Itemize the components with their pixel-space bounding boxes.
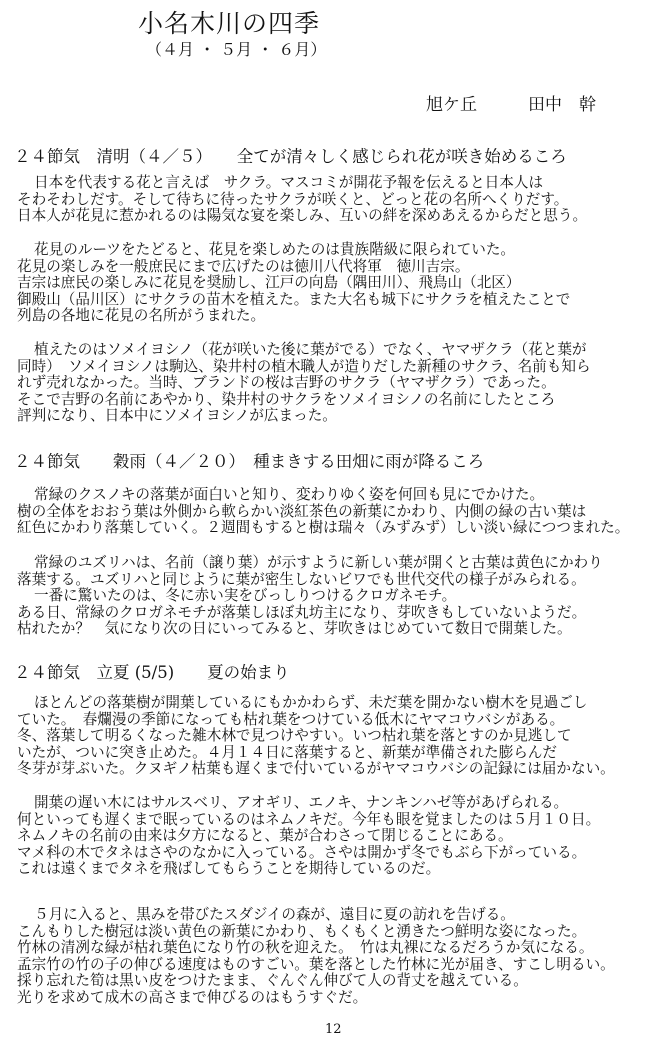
- text-line: 樹の全体をおおう葉は外側から軟らかい淡紅茶色の新葉にかわり、内側の緑の古い葉は: [17, 502, 587, 520]
- text-line: そこで吉野の名前にあやかり、染井村のサクラをソメイヨシノの名前にしたところ: [17, 390, 556, 408]
- paragraph: [0, 342, 670, 425]
- text-line: 紅色にかわり落葉していく。２週間もすると樹は瑞々（みずみず）しい淡い緑につつまれた。: [17, 519, 630, 537]
- text-line: 植えたのはソメイヨシノ（花が咲いた後に葉がでる）でなく、ヤマザクラ（花と葉が: [34, 341, 587, 358]
- author-line: 旭ケ丘 田中 幹: [426, 95, 596, 115]
- text-line: こんもりした樹冠は淡い黄色の新葉にかわり、もくもくと湧きたつ鮮明な姿になった。: [17, 922, 587, 940]
- text-line: 採り忘れた筍は黒い皮をつけたまま、ぐんぐん伸びて人の背丈を越えている。: [17, 972, 528, 990]
- text-line: 常緑のユズリハは、名前（譲り葉）が示すように新しい葉が開くと古葉は黄色にかわり: [34, 554, 603, 571]
- text-line: ある日、常緑のクロガネモチが落葉しほぼ丸坊主になり、芽吹きもしていないようだ。: [17, 603, 587, 621]
- page-subtitle: （４月 ・ ５月 ・ ６月）: [146, 40, 327, 59]
- text-line: 同時） ソメイヨシノは駒込、染井村の植木職人が造りだした新種のサクラ、名前も知ら: [17, 357, 591, 375]
- text-line: 冬芽が芽ぶいた。クヌギノ枯葉も遅くまで付いているがヤマコウバシの記録には届かない。: [17, 760, 615, 778]
- text-line: ていた。 春爛漫の季節になっても枯れ葉をつけている低木にヤマコウバシがある。: [17, 710, 565, 728]
- text-line: 光りを求めて成木の高さまで伸びるのはもうすぐだ。: [17, 988, 368, 1006]
- section-heading-kokuu: ２４節気 穀雨（４／２０） 種まきする田畑に雨が降るころ: [14, 452, 485, 471]
- paragraph: [0, 555, 670, 638]
- text-line: 御殿山（品川区）にサクラの苗木を植えた。また大名も城下にサクラを植えたことで: [17, 290, 571, 308]
- text-line: 花見の楽しみを一般庶民にまで広げたのは徳川八代将軍 徳川吉宗。: [17, 257, 470, 275]
- text-line: そわそわしだす。そして待ちに待ったサクラが咲くと、どっと花の名所へくりだす。: [17, 190, 569, 208]
- text-line: ほとんどの落葉樹が開葉しているにもかかわらず、未だ葉を開かない樹木を見過ごし: [34, 694, 588, 711]
- text-line: ５月に入ると、黒みを帯びたスダジイの森が、遠目に夏の訪れを告げる。: [34, 906, 515, 923]
- paragraph: [0, 487, 670, 537]
- text-line: いたが、ついに突き止めた。４月１４日に落葉すると、新葉が準備された膨らんだ: [17, 743, 557, 761]
- paragraph: [0, 175, 670, 225]
- paragraph: [0, 795, 670, 878]
- text-line: ネムノキの名前の由来は夕方になると、葉が合わさって閉じることにある。: [17, 827, 513, 845]
- paragraph: [0, 242, 670, 325]
- page-title: 小名木川の四季: [138, 9, 321, 38]
- text-line: 開葉の遅い木にはサルスベリ、アオギリ、エノキ、ナンキンハゼ等があげられる。: [34, 794, 569, 811]
- section-heading-rikka: ２４節気 立夏 (5/5) 夏の始まり: [14, 663, 290, 682]
- text-line: これは遠くまでタネを飛ばしてもらうことを期待しているのだ。: [17, 860, 441, 878]
- text-line: 評判になり、日本中にソメイヨシノが広まった。: [17, 407, 337, 425]
- text-line: 落葉する。ユズリハと同じように葉が密生しないビワでも世代交代の様子がみられる。: [17, 570, 586, 588]
- text-line: 花見のルーツをたどると、花見を楽しめたのは貴族階級に限られていた。: [34, 241, 516, 258]
- page-number: 12: [325, 1022, 342, 1037]
- text-line: 日本を代表する花と言えば サクラ。マスコミが開花予報を伝えると日本人は: [34, 174, 544, 191]
- text-line: 孟宗竹の竹の子の伸びる速度はものすごい。葉を落とした竹林に光が届き、すこし明るい。: [17, 955, 615, 973]
- section-heading-seimei: ２４節気 清明（４／５） 全てが清々しく感じられ花が咲き始めるころ: [14, 147, 567, 166]
- paragraph: [0, 907, 670, 1007]
- text-line: 枯れたか？ 気になり次の日にいってみると、芽吹きはじめていて数日で開葉した。: [17, 620, 572, 638]
- text-line: 吉宗は庶民の楽しみに花見を奨励し、江戸の向島（隅田川）、飛鳥山（北区）: [17, 274, 521, 292]
- text-line: マメ科の木でタネはさやのなかに入っている。さやは開かず冬でもぶら下がっている。: [17, 843, 587, 861]
- text-line: 日本人が花見に惹かれるのは陽気な宴を楽しみ、互いの絆を深めあえるからだと思う。: [17, 207, 588, 225]
- text-line: れず売れなかった。当時、ブランドの桜は吉野のサクラ（ヤマザクラ）であった。: [17, 374, 556, 392]
- text-line: 竹林の清冽な緑が枯れ葉色になり竹の秋を迎えた。 竹は丸裸になるだろうか気になる。: [17, 939, 594, 957]
- text-line: 一番に驚いたのは、冬に赤い実をびっしりつけるクロガネモチ。: [34, 587, 457, 605]
- text-line: 何といっても遅くまで眠っているのはネムノキだ。今年も眼を覚ましたのは５月１０日。: [17, 810, 601, 828]
- text-line: 冬、落葉して明るくなった雑木林で見つけやすい。いつ枯れ葉を落とすのか見逃して: [17, 727, 572, 745]
- paragraph: [0, 695, 670, 778]
- text-line: 列島の各地に花見の名所がうまれた。: [17, 307, 266, 325]
- text-line: 常緑のクスノキの落葉が面白いと知り、変わりゆく姿を何回も見にでかけた。: [34, 486, 545, 503]
